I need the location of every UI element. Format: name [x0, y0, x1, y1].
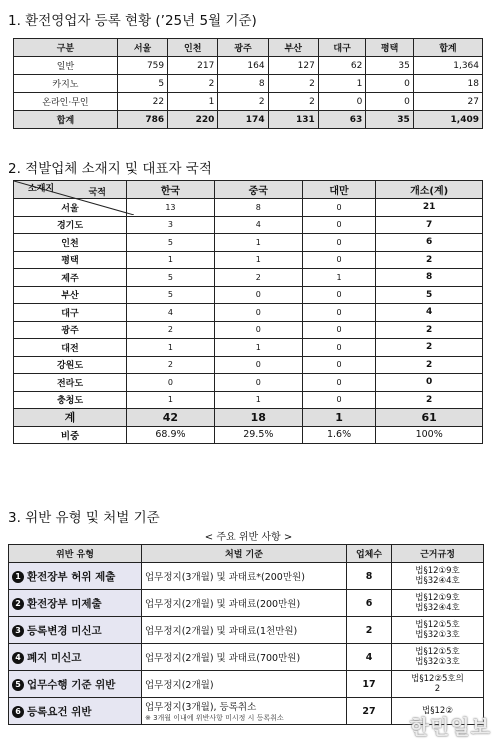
- penalty-label: 업무정지(3개월) 및 과태료*(200만원): [145, 572, 305, 583]
- table-row: [14, 304, 483, 322]
- violation-table: [8, 544, 484, 725]
- violation-type: [9, 644, 142, 671]
- column-header: 위반 유형: [9, 545, 142, 563]
- table-cell: 0: [302, 234, 376, 252]
- penalty: [142, 563, 347, 590]
- table-cell: 63: [318, 111, 366, 129]
- table-row: [14, 356, 483, 374]
- table-cell: 127: [268, 57, 318, 75]
- row-label: 계: [14, 409, 127, 427]
- table-row: [9, 671, 484, 698]
- table-row: [14, 321, 483, 339]
- company-count: 2: [347, 617, 392, 644]
- table-cell: 5: [376, 286, 483, 304]
- legal-basis-line: 법§32④4호: [415, 603, 460, 613]
- legal-basis-line: 법§12②5호의: [411, 674, 464, 684]
- row-label: 온라인·무인: [14, 93, 118, 111]
- table-cell: 35: [366, 57, 414, 75]
- table-cell: 7: [376, 216, 483, 234]
- table-cell: 0: [366, 75, 414, 93]
- corner-bottom-label: 소재지: [28, 184, 55, 194]
- section1-title: 1. 환전영업자 등록 현황 (’25년 5월 기준): [8, 13, 257, 29]
- table-cell: 1,409: [413, 111, 482, 129]
- legal-basis-line: 법§12①5호: [415, 620, 460, 630]
- table-cell: 2: [268, 93, 318, 111]
- column-header: 근거규정: [392, 545, 484, 563]
- column-header: 평택: [366, 39, 414, 57]
- table-cell: 18: [413, 75, 482, 93]
- row-label: 대전: [14, 339, 127, 357]
- table-cell: 3: [127, 216, 215, 234]
- violation-type: [9, 698, 142, 725]
- company-count: 27: [347, 698, 392, 725]
- table-cell: 0: [302, 374, 376, 392]
- penalty-note: ※ 3개월 이내에 위반사항 미시정 시 등록취소: [145, 714, 284, 722]
- violation-type: [9, 590, 142, 617]
- violation-type-label: 폐지 미신고: [27, 651, 82, 664]
- table-cell: 62: [318, 57, 366, 75]
- penalty: [142, 671, 347, 698]
- table-cell: 0: [376, 374, 483, 392]
- table-cell: 8: [214, 199, 302, 217]
- penalty-label: 업무정지(2개월) 및 과태료(700만원): [145, 653, 301, 664]
- row-label: 일반: [14, 57, 118, 75]
- table-cell: 4: [376, 304, 483, 322]
- row-label: 강원도: [14, 356, 127, 374]
- penalty-label: 업무정지(2개월): [145, 680, 214, 691]
- registration-table: [13, 38, 483, 129]
- number-badge-icon: 2: [12, 598, 24, 610]
- violation-type: [9, 671, 142, 698]
- table-row: [14, 391, 483, 409]
- table-row: [14, 286, 483, 304]
- row-label: 카지노: [14, 75, 118, 93]
- column-header: 중국: [214, 181, 302, 199]
- legal-basis-line: 법§32①3호: [415, 657, 460, 667]
- table-cell: 2: [268, 75, 318, 93]
- table-cell: 2: [376, 251, 483, 269]
- table-cell: 164: [218, 57, 268, 75]
- penalty: [142, 617, 347, 644]
- table-cell: 6: [376, 234, 483, 252]
- legal-basis: [392, 563, 484, 590]
- penalty-label: 업무정지(3개월), 등록취소: [145, 702, 257, 713]
- penalty-label: 업무정지(2개월) 및 과태료(1천만원): [145, 626, 298, 637]
- section2-title: 2. 적발업체 소재지 및 대표자 국적: [8, 161, 212, 177]
- column-header: 인천: [168, 39, 218, 57]
- table-cell: 5: [127, 286, 215, 304]
- table-row: [9, 563, 484, 590]
- section3-title: 3. 위반 유형 및 처벌 기준: [8, 510, 160, 526]
- column-header: 광주: [218, 39, 268, 57]
- table-cell: 1: [302, 409, 376, 427]
- table-row: [9, 617, 484, 644]
- row-label: 평택: [14, 251, 127, 269]
- table-cell: 1: [214, 339, 302, 357]
- legal-basis-line: 법§12①5호: [415, 647, 460, 657]
- table-cell: 42: [127, 409, 215, 427]
- table-cell: 0: [302, 391, 376, 409]
- table-cell: 8: [218, 75, 268, 93]
- table-cell: 13: [127, 199, 215, 217]
- table-cell: 0: [302, 199, 376, 217]
- table-cell: 0: [302, 304, 376, 322]
- penalty-label: 업무정지(2개월) 및 과태료(200만원): [145, 599, 301, 610]
- number-badge-icon: 4: [12, 652, 24, 664]
- violation-type: [9, 617, 142, 644]
- company-count: 8: [347, 563, 392, 590]
- table-cell: 0: [302, 356, 376, 374]
- row-label: 합계: [14, 111, 118, 129]
- table-cell: 8: [376, 269, 483, 287]
- row-label: 서울: [14, 199, 127, 217]
- row-label: 제주: [14, 269, 127, 287]
- column-header: 대구: [318, 39, 366, 57]
- table-cell: 2: [127, 356, 215, 374]
- table-cell: 22: [117, 93, 167, 111]
- column-header: 서울: [117, 39, 167, 57]
- legal-basis-line: 법§32①3호: [415, 630, 460, 640]
- table-cell: 35: [366, 111, 414, 129]
- legal-basis-line: 법§12①9호: [415, 593, 460, 603]
- legal-basis-line: 2: [434, 684, 441, 694]
- section3-subtitle: < 주요 위반 사항 >: [204, 532, 293, 543]
- row-label: 경기도: [14, 216, 127, 234]
- legal-basis: [392, 644, 484, 671]
- table-cell: 0: [302, 216, 376, 234]
- table-cell: 2: [376, 339, 483, 357]
- row-label: 인천: [14, 234, 127, 252]
- table-cell: 174: [218, 111, 268, 129]
- table-row: [14, 216, 483, 234]
- row-label: 충청도: [14, 391, 127, 409]
- row-label: 비중: [14, 426, 127, 444]
- table-cell: 2: [376, 356, 483, 374]
- table-cell: 786: [117, 111, 167, 129]
- legal-basis-line: 법§32④4호: [415, 576, 460, 586]
- number-badge-icon: 5: [12, 679, 24, 691]
- table-row: [14, 234, 483, 252]
- table-cell: 0: [302, 339, 376, 357]
- legal-basis: [392, 617, 484, 644]
- table-cell: 0: [302, 286, 376, 304]
- table-cell: 1,364: [413, 57, 482, 75]
- row-label: 부산: [14, 286, 127, 304]
- table-cell: 0: [302, 321, 376, 339]
- table-cell: 0: [214, 356, 302, 374]
- table-cell: 5: [127, 269, 215, 287]
- row-label: 대구: [14, 304, 127, 322]
- company-count: 4: [347, 644, 392, 671]
- number-badge-icon: 3: [12, 625, 24, 637]
- table-cell: 0: [214, 304, 302, 322]
- table-cell: 61: [376, 409, 483, 427]
- penalty: [142, 590, 347, 617]
- column-header: 한국: [127, 181, 215, 199]
- legal-basis-line: 법§12①9호: [415, 566, 460, 576]
- table-cell: 1: [127, 339, 215, 357]
- column-header: 구분: [14, 39, 118, 57]
- number-badge-icon: 6: [12, 706, 24, 718]
- violation-type-label: 업무수행 기준 위반: [27, 678, 116, 691]
- table-cell: 0: [318, 93, 366, 111]
- table-cell: 2: [168, 75, 218, 93]
- table-cell: 5: [127, 234, 215, 252]
- table-cell: 4: [214, 216, 302, 234]
- row-label: 광주: [14, 321, 127, 339]
- total-row: [14, 409, 483, 427]
- table-row: [14, 93, 483, 111]
- column-header: 개소(계): [376, 181, 483, 199]
- table-cell: 1: [214, 391, 302, 409]
- table-cell: 4: [127, 304, 215, 322]
- violator-location-table: [13, 180, 483, 444]
- legal-basis: [392, 671, 484, 698]
- legal-basis-line: 법§12②: [422, 706, 453, 716]
- table-row: [14, 251, 483, 269]
- table-cell: 1.6%: [302, 426, 376, 444]
- column-header: 처벌 기준: [142, 545, 347, 563]
- table-cell: 220: [168, 111, 218, 129]
- legal-basis: [392, 590, 484, 617]
- table-cell: 0: [214, 374, 302, 392]
- table-cell: 21: [376, 199, 483, 217]
- table-row: [14, 269, 483, 287]
- corner-header: [14, 181, 127, 199]
- watermark-logo: 한민일보: [409, 715, 491, 739]
- table-row: [14, 339, 483, 357]
- violation-type-label: 등록요건 위반: [27, 705, 92, 718]
- table-cell: 0: [214, 321, 302, 339]
- company-count: 17: [347, 671, 392, 698]
- table-cell: 131: [268, 111, 318, 129]
- corner-top-label: 국적: [88, 188, 106, 198]
- table-row: [14, 75, 483, 93]
- company-count: 6: [347, 590, 392, 617]
- table-cell: 1: [302, 269, 376, 287]
- column-header: 합계: [413, 39, 482, 57]
- table-cell: 1: [168, 93, 218, 111]
- table-row: [14, 374, 483, 392]
- table-cell: 0: [302, 251, 376, 269]
- penalty: [142, 644, 347, 671]
- number-badge-icon: 1: [12, 571, 24, 583]
- table-cell: 27: [413, 93, 482, 111]
- table-cell: 29.5%: [214, 426, 302, 444]
- table-cell: 2: [376, 391, 483, 409]
- ratio-row: [14, 426, 483, 444]
- total-row: [14, 111, 483, 129]
- table-cell: 1: [127, 391, 215, 409]
- table-cell: 18: [214, 409, 302, 427]
- table-cell: 2: [214, 269, 302, 287]
- column-header: 부산: [268, 39, 318, 57]
- penalty: [142, 698, 347, 725]
- violation-type-label: 환전장부 허위 제출: [27, 570, 116, 583]
- table-cell: 1: [318, 75, 366, 93]
- table-cell: 1: [214, 234, 302, 252]
- violation-type: [9, 563, 142, 590]
- table-cell: 2: [376, 321, 483, 339]
- table-cell: 68.9%: [127, 426, 215, 444]
- table-cell: 0: [366, 93, 414, 111]
- table-cell: 0: [214, 286, 302, 304]
- table-cell: 5: [117, 75, 167, 93]
- table-cell: 0: [127, 374, 215, 392]
- table-cell: 217: [168, 57, 218, 75]
- table-row: [9, 644, 484, 671]
- table-row: [9, 590, 484, 617]
- table-cell: 100%: [376, 426, 483, 444]
- table-cell: 2: [127, 321, 215, 339]
- row-label: 전라도: [14, 374, 127, 392]
- table-row: [14, 57, 483, 75]
- column-header: 업체수: [347, 545, 392, 563]
- violation-type-label: 등록변경 미신고: [27, 624, 102, 637]
- table-cell: 759: [117, 57, 167, 75]
- table-cell: 2: [218, 93, 268, 111]
- table-cell: 1: [214, 251, 302, 269]
- table-cell: 1: [127, 251, 215, 269]
- column-header: 대만: [302, 181, 376, 199]
- violation-type-label: 환전장부 미제출: [27, 597, 102, 610]
